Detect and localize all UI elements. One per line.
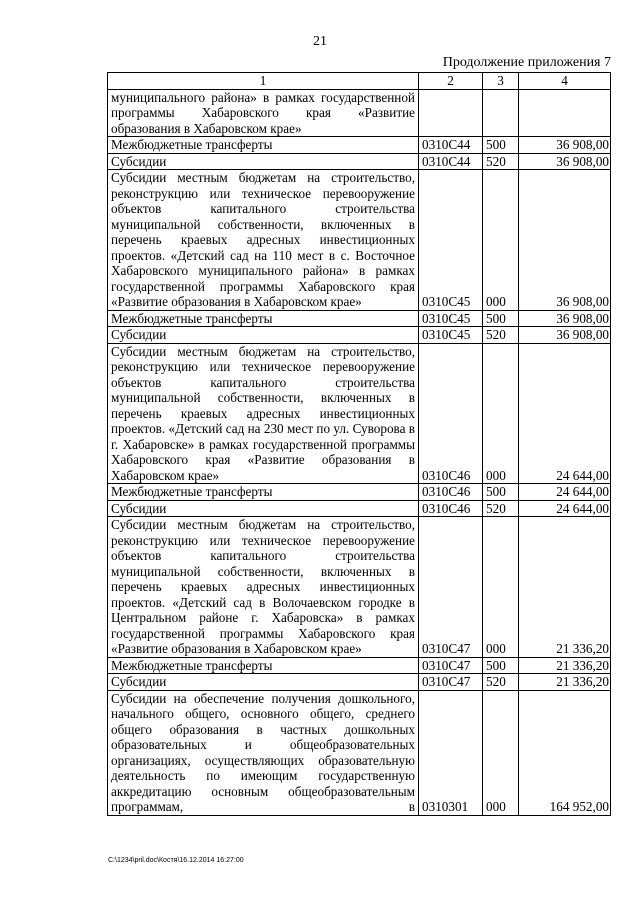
row-target-code: 0310С45 <box>419 310 483 327</box>
table-row <box>108 89 611 137</box>
row-amount: 24 644,00 <box>519 484 611 501</box>
table-header-row <box>108 73 611 90</box>
table-row <box>108 674 611 691</box>
row-expense-type: 520 <box>483 500 519 517</box>
row-amount: 36 908,00 <box>519 137 611 154</box>
row-description: Субсидии местным бюджетам на строительство, реконструкцию или техническое перевооружение объектов капитального строительства муниципальной собственности, включенных в перечень краевых адресных инвестиционных проектов. «Детский сад в Волочаевском городке в Центральном районе г. Хабаровска» в рамках государственной программы Хабаровского края «Развитие образования в Хабаровском крае» <box>108 517 419 658</box>
row-description: Межбюджетные трансферты <box>108 137 419 154</box>
row-amount: 36 908,00 <box>519 327 611 344</box>
row-target-code: 0310С44 <box>419 153 483 170</box>
row-amount: 164 952,00 <box>519 690 611 815</box>
row-amount: 24 644,00 <box>519 500 611 517</box>
row-description: Субсидии местным бюджетам на строительство, реконструкцию или техническое перевооружение объектов капитального строительства муниципальной собственности, включенных в перечень краевых адресных инвестиционных проектов. «Детский сад на 110 мест в с. Восточное Хабаровского муниципального района» в рамках государственной программы Хабаровского края «Развитие образования в Хабаровском крае» <box>108 170 419 311</box>
row-description: Субсидии <box>108 674 419 691</box>
table-row <box>108 170 611 311</box>
row-description: Межбюджетные трансферты <box>108 657 419 674</box>
row-description: Субсидии местным бюджетам на строительство, реконструкцию или техническое перевооружение объектов капитального строительства муниципальной собственности, включенных в перечень краевых адресных инвестиционных проектов. «Детский сад на 230 мест по ул. Суворова в г. Хабаровске» в рамках государственной программы Хабаровского края «Развитие образования в Хабаровском крае» <box>108 343 419 484</box>
row-target-code: 0310301 <box>419 690 483 815</box>
row-target-code: 0310С45 <box>419 170 483 311</box>
row-amount: 24 644,00 <box>519 343 611 484</box>
header-col-1: 1 <box>108 73 419 90</box>
row-amount: 21 336,20 <box>519 657 611 674</box>
row-target-code: 0310С47 <box>419 674 483 691</box>
header-col-4: 4 <box>519 73 611 90</box>
header-col-3: 3 <box>483 73 519 90</box>
row-target-code: 0310С46 <box>419 484 483 501</box>
row-target-code: 0310С47 <box>419 657 483 674</box>
continuation-caption: Продолжение приложения 7 <box>442 55 611 70</box>
table-row <box>108 517 611 658</box>
row-description: Субсидии на обеспечение получения дошкольного, начального общего, основного общего, среднего общего образования в частных дошкольных образовательных и общеобразовательных организациях, осуществляющих образовательную деятельность по имеющим государственную аккредитацию основным общеобразовательным программам, в <box>108 690 419 815</box>
row-amount: 36 908,00 <box>519 310 611 327</box>
table-row <box>108 484 611 501</box>
table-row <box>108 690 611 815</box>
row-expense-type: 520 <box>483 674 519 691</box>
row-expense-type: 520 <box>483 153 519 170</box>
table-row <box>108 137 611 154</box>
table-row <box>108 500 611 517</box>
row-description: Субсидии <box>108 327 419 344</box>
table-row <box>108 657 611 674</box>
row-target-code: 0310С45 <box>419 327 483 344</box>
row-expense-type: 000 <box>483 690 519 815</box>
row-target-code: 0310С46 <box>419 500 483 517</box>
row-expense-type: 000 <box>483 343 519 484</box>
row-target-code: 0310С47 <box>419 517 483 658</box>
row-amount: 36 908,00 <box>519 170 611 311</box>
table-row <box>108 343 611 484</box>
row-amount: 21 336,20 <box>519 674 611 691</box>
row-expense-type: 500 <box>483 484 519 501</box>
page-number: 21 <box>313 34 327 49</box>
table-row <box>108 153 611 170</box>
row-target-code: 0310С46 <box>419 343 483 484</box>
row-expense-type: 500 <box>483 310 519 327</box>
row-description: Межбюджетные трансферты <box>108 484 419 501</box>
row-description: муниципального района» в рамках государственной программы Хабаровского края «Развитие образования в Хабаровском крае» <box>108 89 419 137</box>
row-amount <box>519 89 611 137</box>
row-expense-type: 000 <box>483 517 519 658</box>
row-description: Межбюджетные трансферты <box>108 310 419 327</box>
file-path-footer: C:\1234\pril.doc\Костя\16.12.2014 16:27:00 <box>108 857 244 864</box>
row-amount: 36 908,00 <box>519 153 611 170</box>
row-expense-type: 520 <box>483 327 519 344</box>
table-row <box>108 310 611 327</box>
row-expense-type: 500 <box>483 137 519 154</box>
row-expense-type: 500 <box>483 657 519 674</box>
row-target-code <box>419 89 483 137</box>
table-row <box>108 327 611 344</box>
header-col-2: 2 <box>419 73 483 90</box>
row-expense-type: 000 <box>483 170 519 311</box>
row-expense-type <box>483 89 519 137</box>
row-description: Субсидии <box>108 153 419 170</box>
budget-table <box>107 72 611 816</box>
row-amount: 21 336,20 <box>519 517 611 658</box>
row-description: Субсидии <box>108 500 419 517</box>
row-target-code: 0310С44 <box>419 137 483 154</box>
